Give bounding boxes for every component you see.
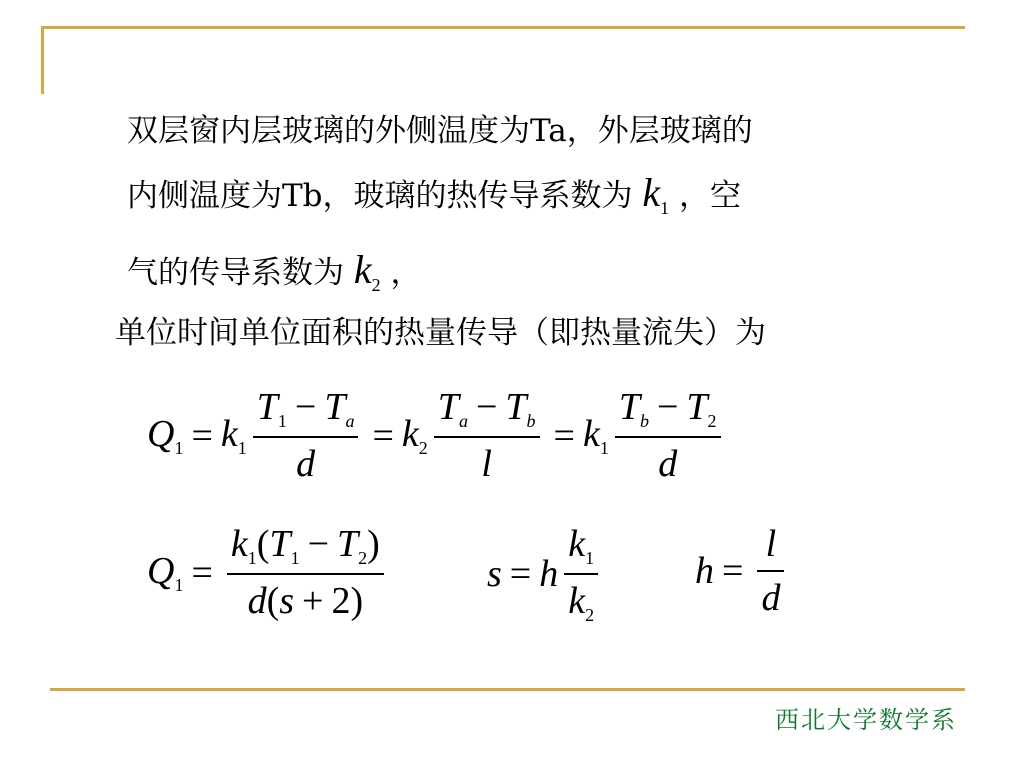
text-line-1: 双层窗内层玻璃的外侧温度为Ta，外层玻璃的 [127, 113, 753, 149]
fraction-2: $\frac{T_a - T_b}{l}$ [434, 385, 540, 486]
text-line-2-part-b: ，空 [679, 178, 742, 214]
text-line-3-part-b: ， [390, 255, 422, 292]
problem-paragraph [127, 101, 927, 316]
symbol-k1: $k_1$ [642, 170, 670, 219]
fraction-q1: $\frac{k_1(T_1 - T_2)}{d(s + 2)}$ [227, 522, 384, 623]
text-line-2 [127, 162, 927, 239]
heat-flux-sentence [115, 308, 975, 358]
fraction-1: $\frac{T_1 - T_a}{d}$ [253, 385, 359, 486]
decorative-footer-line [50, 688, 965, 691]
equation-heat-flux: $Q_1$ = $k_1$ $\frac{T_1 - T_a}{d}$ = $k_2$ $\frac{T_a - T_b}{l}$ = $k_1$ $\frac{T_b - T_2}{d}$ [147, 385, 727, 486]
fraction-3: $\frac{T_b - T_2}{d}$ [615, 385, 721, 486]
fraction-h: $\frac{l}{d}$ [757, 522, 784, 620]
footer-institution: 西北大学数学系 [775, 706, 957, 734]
fraction-s: $\frac{k_1}{k_2}$ [564, 522, 598, 626]
decorative-top-line [41, 26, 965, 29]
text-line-3 [127, 239, 927, 316]
equation-q1-simplified: $Q_1$ = $\frac{k_1(T_1 - T_2)}{d(s + 2)}$ [147, 522, 390, 623]
text-line-4: 单位时间单位面积的热量传导（即热量流失）为 [115, 315, 766, 351]
text-line-3-part-a: 气的传导系数为 [127, 255, 344, 292]
text-line-2-part-a: 内侧温度为Tb，玻璃的热传导系数为 [127, 178, 633, 214]
equation-h: h = $\frac{l}{d}$ [695, 522, 790, 620]
symbol-k2: $k_2$ [353, 247, 381, 296]
decorative-vertical-line [41, 26, 44, 94]
equation-s: s = h $\frac{k_1}{k_2}$ [487, 522, 604, 626]
